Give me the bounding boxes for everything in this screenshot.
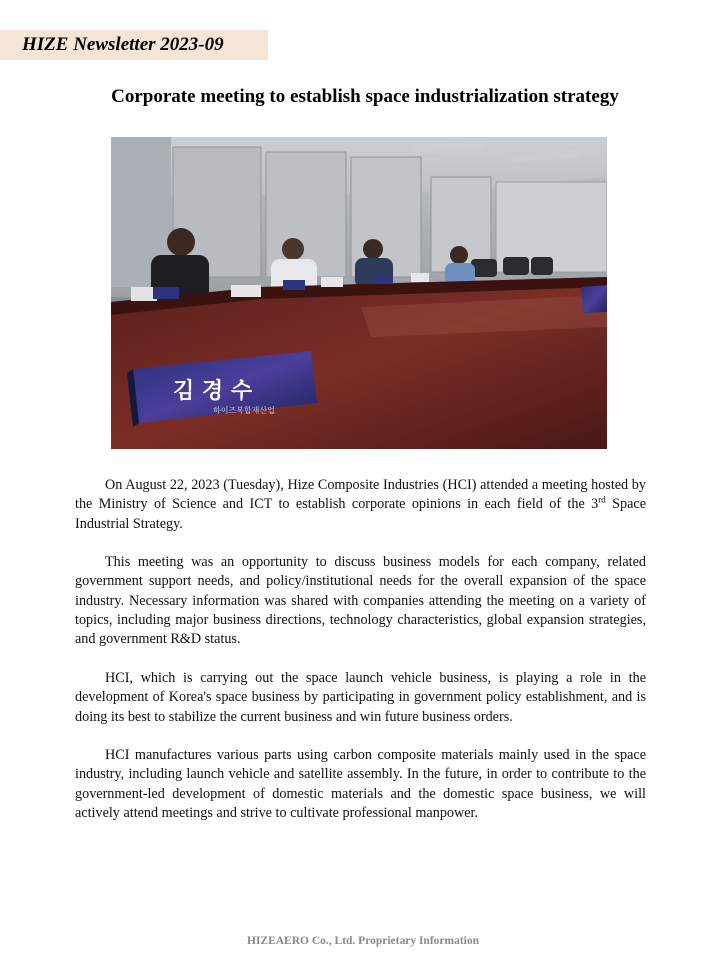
article-paragraph: HCI, which is carrying out the space launch vehicle business, is playing a role in the development of Korea's space business by participating in government policy establishment, and is doing its best to stabilize the current business and win future business orders. xyxy=(75,669,646,725)
article-paragraph: This meeting was an opportunity to discuss business models for each company, related government support needs, and policy/institutional needs for the overall expansion of the space industry. Necessary information was shared with companies attending the meeting on a variety of topics, including major business directions, technology characteristics, global expansion strategies, and government R&D status. xyxy=(75,554,646,648)
article-paragraph: HCI manufactures various parts using carbon composite materials mainly used in the space industry, including launch vehicle and satellite assembly. In the future, in order to contribute to the government-led development of domestic materials and the domestic space business, we will actively attend meetings and strive to cultivate professional manpower. xyxy=(75,747,646,822)
name-plate-sub-text: 하이즈복합재산업 xyxy=(213,406,275,415)
footer-proprietary-notice: HIZEAERO Co., Ltd. Proprietary Information xyxy=(246,935,480,947)
article-paragraph: On August 22, 2023 (Tuesday), Hize Composite Industries (HCI) attended a meeting hosted by the Ministry of Science and ICT to establish corporate opinions in each field of the 3rd Space Industrial Strategy. xyxy=(75,477,646,532)
article-body xyxy=(75,476,646,843)
meeting-photo xyxy=(111,137,607,449)
name-plate-main-text: 김 경 수 xyxy=(173,379,253,404)
article-title: Corporate meeting to establish space industrialization strategy xyxy=(111,86,619,107)
newsletter-banner: HIZE Newsletter 2023-09 xyxy=(0,30,268,60)
